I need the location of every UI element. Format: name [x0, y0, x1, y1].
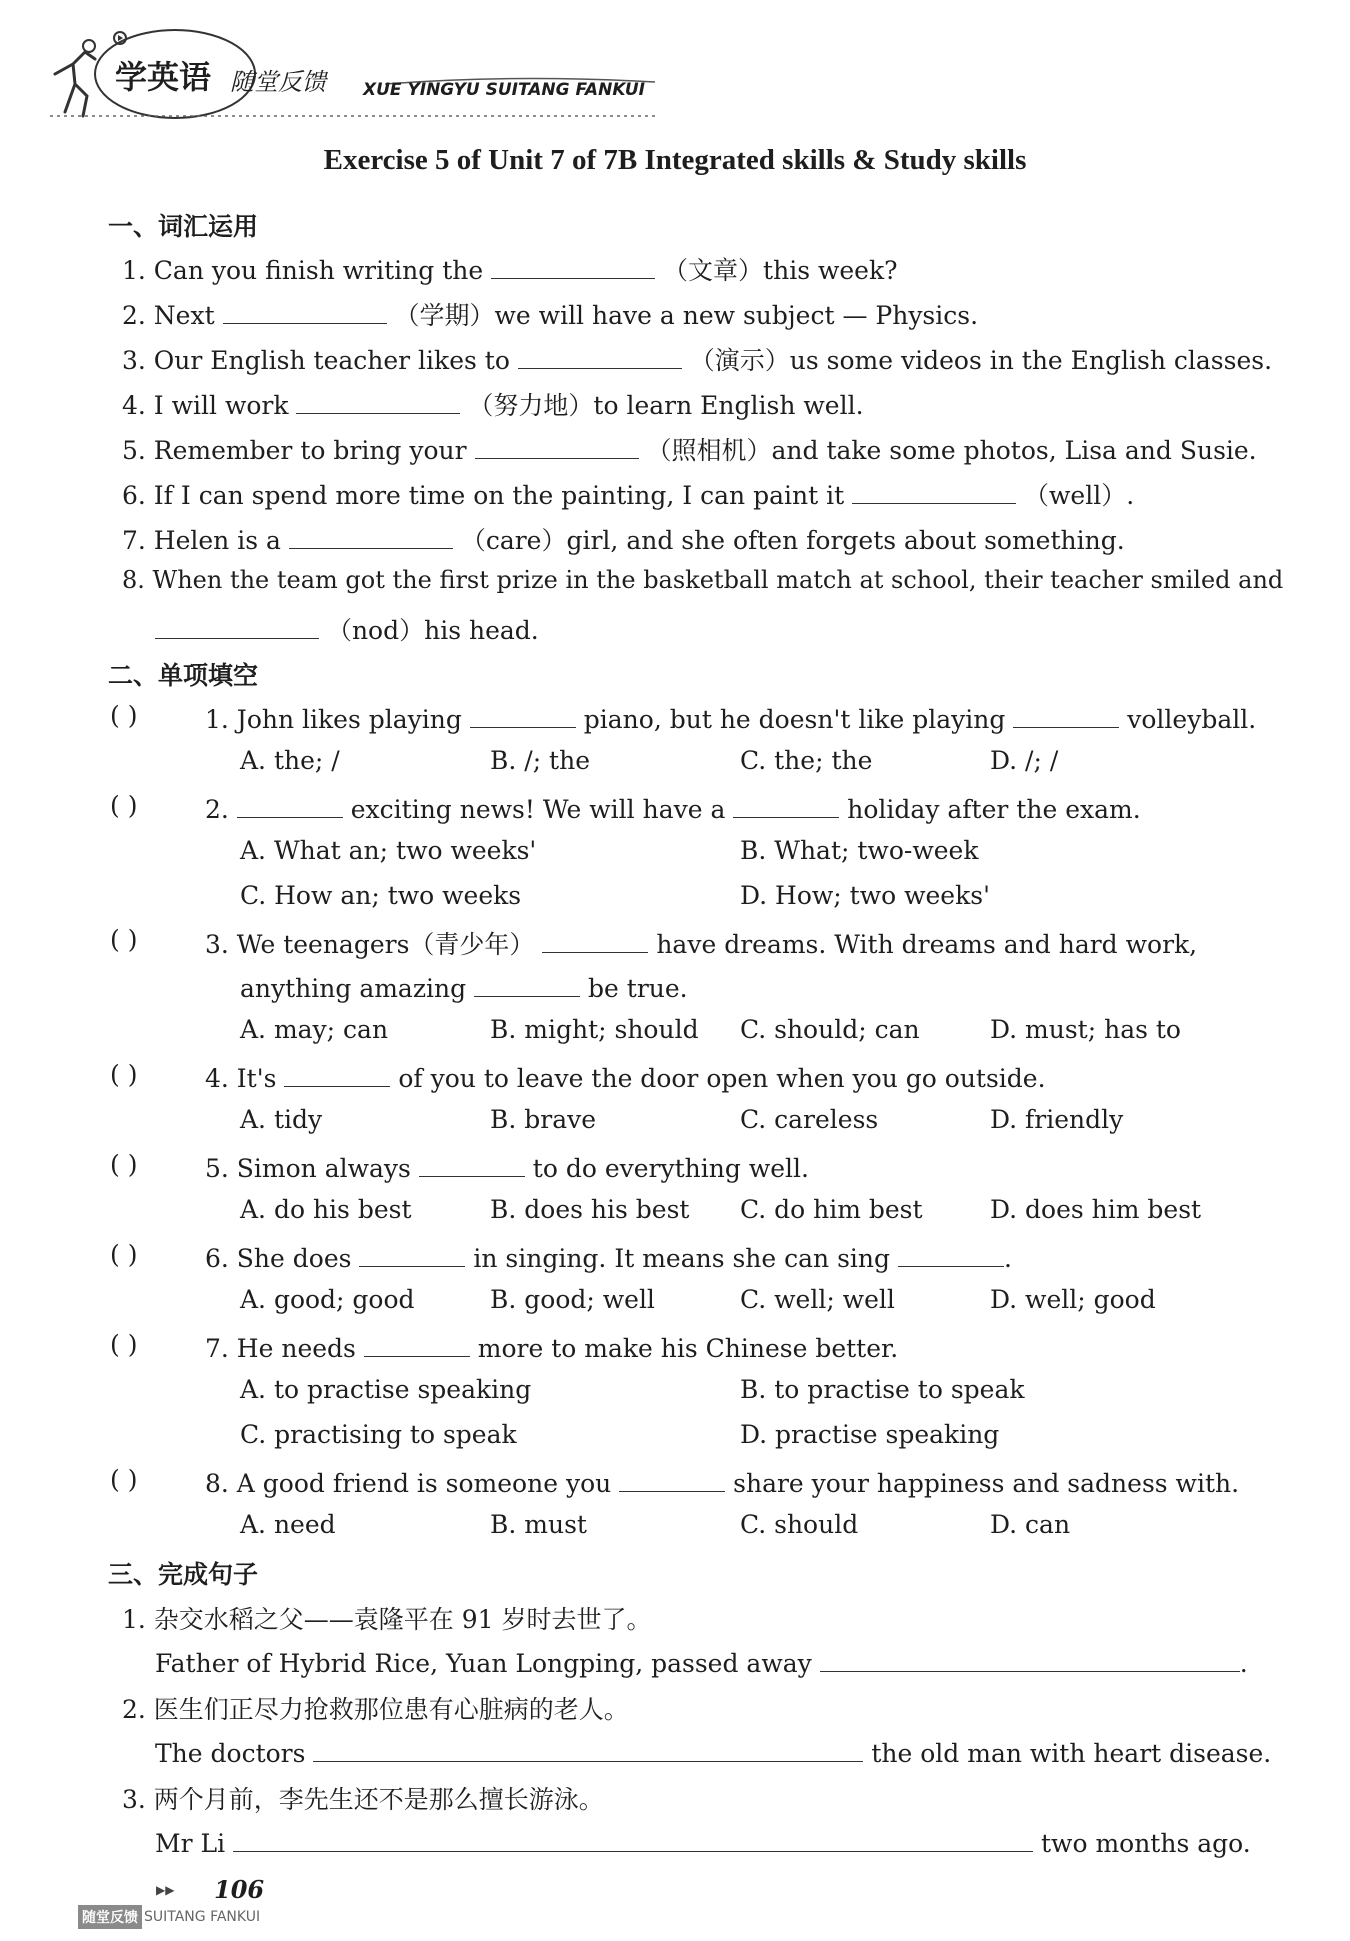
option: A. do his best: [240, 1195, 412, 1224]
footer-tag-en: SUITANG FANKUI: [144, 1909, 261, 1925]
answer-blank[interactable]: [1013, 701, 1119, 728]
vocab-item-4: 4. I will work （努力地）to learn English well.: [122, 386, 864, 422]
answer-paren[interactable]: ( ): [110, 1330, 138, 1359]
option: A. good; good: [240, 1285, 415, 1314]
choice-question-5: 5. Simon always to do everything well.: [205, 1150, 809, 1183]
option: C. do him best: [740, 1195, 923, 1224]
answer-blank[interactable]: [237, 791, 343, 818]
answer-blank[interactable]: [155, 612, 319, 639]
option: D. practise speaking: [740, 1420, 1000, 1449]
option: D. /; /: [990, 746, 1059, 775]
option: D. How; two weeks': [740, 881, 990, 910]
sentence-en-1: Father of Hybrid Rice, Yuan Longping, passed away .: [155, 1645, 1248, 1678]
option: B. good; well: [490, 1285, 655, 1314]
header-logo: [45, 24, 660, 124]
answer-paren[interactable]: ( ): [110, 791, 138, 820]
vocab-item-2: 2. Next （学期）we will have a new subject — Physics.: [122, 296, 978, 332]
footer-tag-cn: 随堂反馈: [78, 1905, 142, 1929]
option: C. careless: [740, 1105, 879, 1134]
choice-question-3-cont: anything amazing be true.: [240, 970, 688, 1003]
option: A. the; /: [240, 746, 340, 775]
choice-question-2: 2. exciting news! We will have a holiday after the exam.: [205, 791, 1141, 824]
sentence-cn-3: 3. 两个月前，李先生还不是那么擅长游泳。: [122, 1785, 604, 1814]
option: D. can: [990, 1510, 1071, 1539]
sentence-cn-1: 1. 杂交水稻之父——袁隆平在 91 岁时去世了。: [122, 1605, 652, 1634]
option: A. What an; two weeks': [240, 836, 537, 865]
option: C. the; the: [740, 746, 873, 775]
option: A. to practise speaking: [240, 1375, 532, 1404]
answer-paren[interactable]: ( ): [110, 1150, 138, 1179]
answer-paren[interactable]: ( ): [110, 925, 138, 954]
option: B. does his best: [490, 1195, 690, 1224]
option: C. should; can: [740, 1015, 920, 1044]
answer-blank[interactable]: [284, 1060, 390, 1087]
answer-paren[interactable]: ( ): [110, 701, 138, 730]
vocab-item-1: 1. Can you finish writing the （文章）this week?: [122, 251, 898, 287]
answer-blank[interactable]: [898, 1240, 1004, 1267]
option: C. well; well: [740, 1285, 895, 1314]
answer-blank[interactable]: [359, 1240, 465, 1267]
option: B. must: [490, 1510, 587, 1539]
choice-question-7: 7. He needs more to make his Chinese better.: [205, 1330, 898, 1363]
page-title: Exercise 5 of Unit 7 of 7B Integrated skills & Study skills: [323, 144, 1027, 176]
answer-blank[interactable]: [733, 791, 839, 818]
brand-cn-small: 随堂反馈: [230, 68, 326, 96]
option: D. well; good: [990, 1285, 1156, 1314]
sentence-en-3: Mr Li two months ago.: [155, 1825, 1251, 1858]
sentence-en-2: The doctors the old man with heart disease.: [155, 1735, 1271, 1768]
vocab-item-6: 6. If I can spend more time on the painting, I can paint it （well）.: [122, 476, 1134, 512]
option: B. brave: [490, 1105, 597, 1134]
answer-blank[interactable]: [518, 342, 682, 369]
answer-paren[interactable]: ( ): [110, 1240, 138, 1269]
answer-blank[interactable]: [233, 1825, 1033, 1852]
answer-paren[interactable]: ( ): [110, 1060, 138, 1089]
brand-pinyin: XUE YINGYU SUITANG FANKUI: [363, 80, 646, 100]
vocab-item-7: 7. Helen is a （care）girl, and she often forgets about something.: [122, 521, 1125, 557]
section-heading-sentences: 三、完成句子: [108, 1560, 259, 1589]
answer-blank[interactable]: [296, 387, 460, 414]
option: D. does him best: [990, 1195, 1202, 1224]
vocab-item-8-cont: （nod）his head.: [155, 611, 539, 647]
option: C. How an; two weeks: [240, 881, 522, 910]
footer-arrows-icon: ▶▶: [156, 1883, 175, 1897]
option: A. tidy: [240, 1105, 323, 1134]
option: A. need: [240, 1510, 336, 1539]
choice-question-6: 6. She does in singing. It means she can sing .: [205, 1240, 1012, 1273]
choice-question-4: 4. It's of you to leave the door open when you go outside.: [205, 1060, 1046, 1093]
answer-blank[interactable]: [820, 1645, 1240, 1672]
answer-blank[interactable]: [852, 477, 1016, 504]
answer-blank[interactable]: [313, 1735, 863, 1762]
section-heading-vocab: 一、词汇运用: [108, 212, 259, 241]
option: B. to practise to speak: [740, 1375, 1025, 1404]
choice-question-3: 3. We teenagers（青少年） have dreams. With dreams and hard work,: [205, 925, 1197, 961]
section-heading-choice: 二、单项填空: [108, 661, 259, 690]
footer-tag: [78, 1905, 260, 1929]
choice-question-1: 1. John likes playing piano, but he doesn't like playing volleyball.: [205, 701, 1256, 734]
vocab-item-8: 8. When the team got the first prize in the basketball match at school, their teacher smiled and: [122, 566, 1284, 594]
option: B. What; two-week: [740, 836, 979, 865]
option: B. /; the: [490, 746, 590, 775]
option: D. friendly: [990, 1105, 1124, 1134]
brand-cn: 学英语: [115, 58, 212, 96]
answer-blank[interactable]: [419, 1150, 525, 1177]
answer-blank[interactable]: [474, 970, 580, 997]
answer-blank[interactable]: [542, 926, 648, 953]
page-number: 106: [214, 1875, 265, 1904]
answer-blank[interactable]: [619, 1465, 725, 1492]
vocab-item-3: 3. Our English teacher likes to （演示）us some videos in the English classes.: [122, 341, 1272, 377]
answer-blank[interactable]: [470, 701, 576, 728]
answer-blank[interactable]: [223, 297, 387, 324]
answer-blank[interactable]: [364, 1330, 470, 1357]
choice-question-8: 8. A good friend is someone you share your happiness and sadness with.: [205, 1465, 1239, 1498]
answer-blank[interactable]: [475, 432, 639, 459]
answer-blank[interactable]: [289, 522, 453, 549]
answer-paren[interactable]: ( ): [110, 1465, 138, 1494]
option: B. might; should: [490, 1015, 699, 1044]
option: A. may; can: [240, 1015, 389, 1044]
vocab-item-5: 5. Remember to bring your （照相机）and take some photos, Lisa and Susie.: [122, 431, 1257, 467]
option: C. practising to speak: [240, 1420, 517, 1449]
option: C. should: [740, 1510, 859, 1539]
answer-blank[interactable]: [491, 252, 655, 279]
sentence-cn-2: 2. 医生们正尽力抢救那位患有心脏病的老人。: [122, 1695, 629, 1724]
option: D. must; has to: [990, 1015, 1181, 1044]
